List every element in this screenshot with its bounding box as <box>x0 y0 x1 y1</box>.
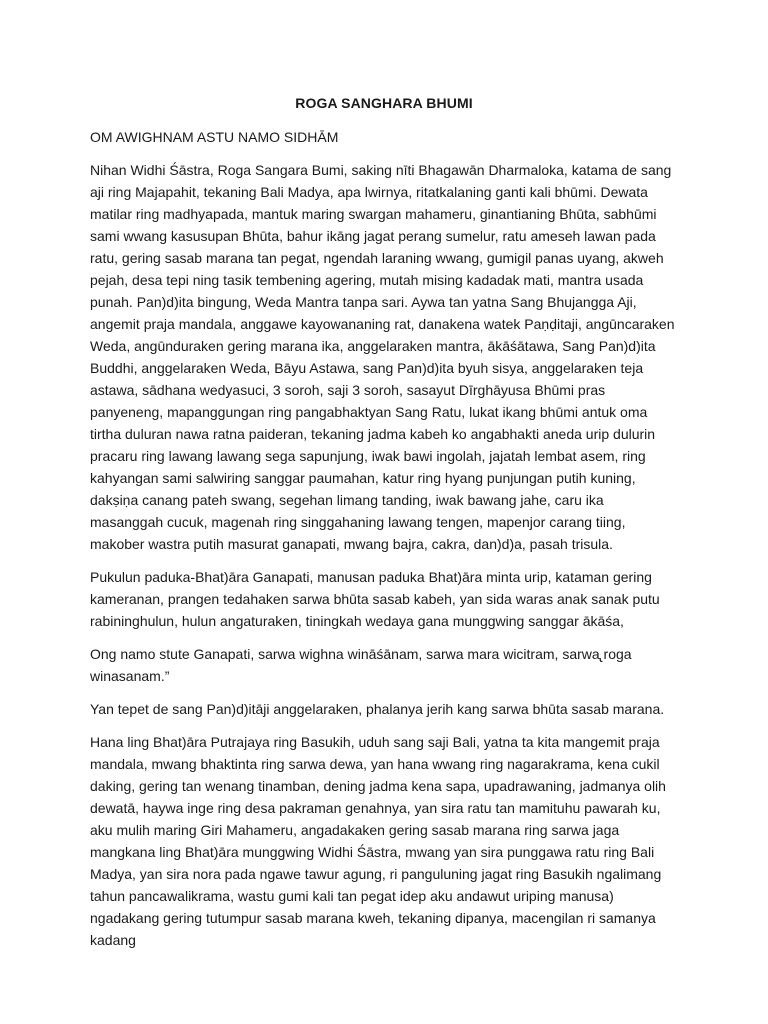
paragraph: Hana ling Bhat)āra Putrajaya ring Basukih, uduh sang saji Bali, yatna ta kita mangemit praja mandala, mwang bhaktinta ring sarwa dewa, yan hana wwang ring nagarakrama, kena cukil daking, gering tan wenang tinamban, dening jadma kena sapa, upadrawaning, jadmanya olih dewatā, haywa inge ring desa pakraman genahnya, yan sira ratu tan mamituhu pawarah ku, aku mulih maring Giri Mahameru, angadakaken gering sasab marana ring sarwa jaga mangkana ling Bhat)āra munggwing Widhi Śāstra, mwang yan sira punggawa ratu ring Bali Madya, yan sira nora pada ngawe tawur agung, ri panguluning jagat ring Basukih ngalimang tahun pancawalikrama, wastu gumi kali tan pegat idep aku andawut uriping manusa) ngadakang gering tutumpur sasab marana kweh, tekaning dipanya, macengilan ri samanya kadang <box>90 734 666 948</box>
invocation-line: OM AWIGHNAM ASTU NAMO SIDHĀM <box>90 129 339 145</box>
document-title: ROGA SANGHARA BHUMI <box>295 95 473 111</box>
paragraph: Pukulun paduka-Bhat)āra Ganapati, manusan paduka Bhat)āra minta urip, kataman gering kameranan, prangen tedahaken sarwa bhūta sasab kabeh, yan sida waras anak sanak putu rabininghulun, hulun angaturaken, tiningkah wedaya gana munggwing sanggar ākāśa, <box>90 569 660 629</box>
paragraph: Yan tepet de sang Pan)d)itāji anggelaraken, phalanya jerih kang sarwa bhūta sasab marana. <box>90 701 665 717</box>
paragraph: Nihan Widhi Śāstra, Roga Sangara Bumi, saking nīti Bhagawān Dharmaloka, katama de sang aji ring Majapahit, tekaning Bali Madya, apa lwirnya, ritatkalaning ganti kali bhūmi. Dewata matilar ring madhyapada, mantuk maring swargan mahameru, ginantianing Bhūta, sabhūmi sami wwang kasusupan Bhūta, bahur ikāng jagat perang sumelur, ratu ameseh lawan pada ratu, gering sasab marana tan pegat, ngendah laraning wwang, gumigil panas uyang, akweh pejah, desa tepi ning tasik tembening agering, mutah mising kadadak mati, mantra usada punah. Pan)d)ita bingung, Weda Mantra tanpa sari. Aywa tan yatna Sang Bhujangga Aji, angemit praja mandala, anggawe kayowananing rat, danakena watek Paṇḍitaji, angūncaraken Weda, angūnduraken gering marana ika, anggelaraken mantra, ākāśātawa, Sang Pan)d)ita Buddhi, anggelaraken Weda, Bāyu Astawa, sang Pan)d)ita byuh sisya, anggelaraken teja astawa, sādhana wedyasuci, 3 soroh, saji 3 soroh, sasayut Dīrghāyusa Bhūmi pras panyeneng, mapanggungan ring pangabhaktyan Sang Ratu, lukat ikang bhūmi antuk oma tirtha duluran nawa ratna paideran, tekaning jadma kabeh ko angabhakti aneda urip dulurin pracaru ring lawang lawang sega sapunjung, iwak bawi ingolah, jajatah lembat asem, ring kahyangan sami salwiring sanggar paumahan, katur ring hyang punjungan putih kuning, dakṣiṇa canang pateh swang, segehan limang tanding, iwak bawang jahe, caru ika masanggah cucuk, magenah ring singgahaning lawang tengen, mapenjor carang tiing, makober wastra putih masurat ganapati, mwang bajra, cakra, dan)d)a, pasah trisula. <box>90 162 675 552</box>
mantra-paragraph: Ong namo stute Ganapati, sarwa wighna wināśānam, sarwa mara wicitram, sarwa̢ roga winasanam.” <box>90 646 632 684</box>
